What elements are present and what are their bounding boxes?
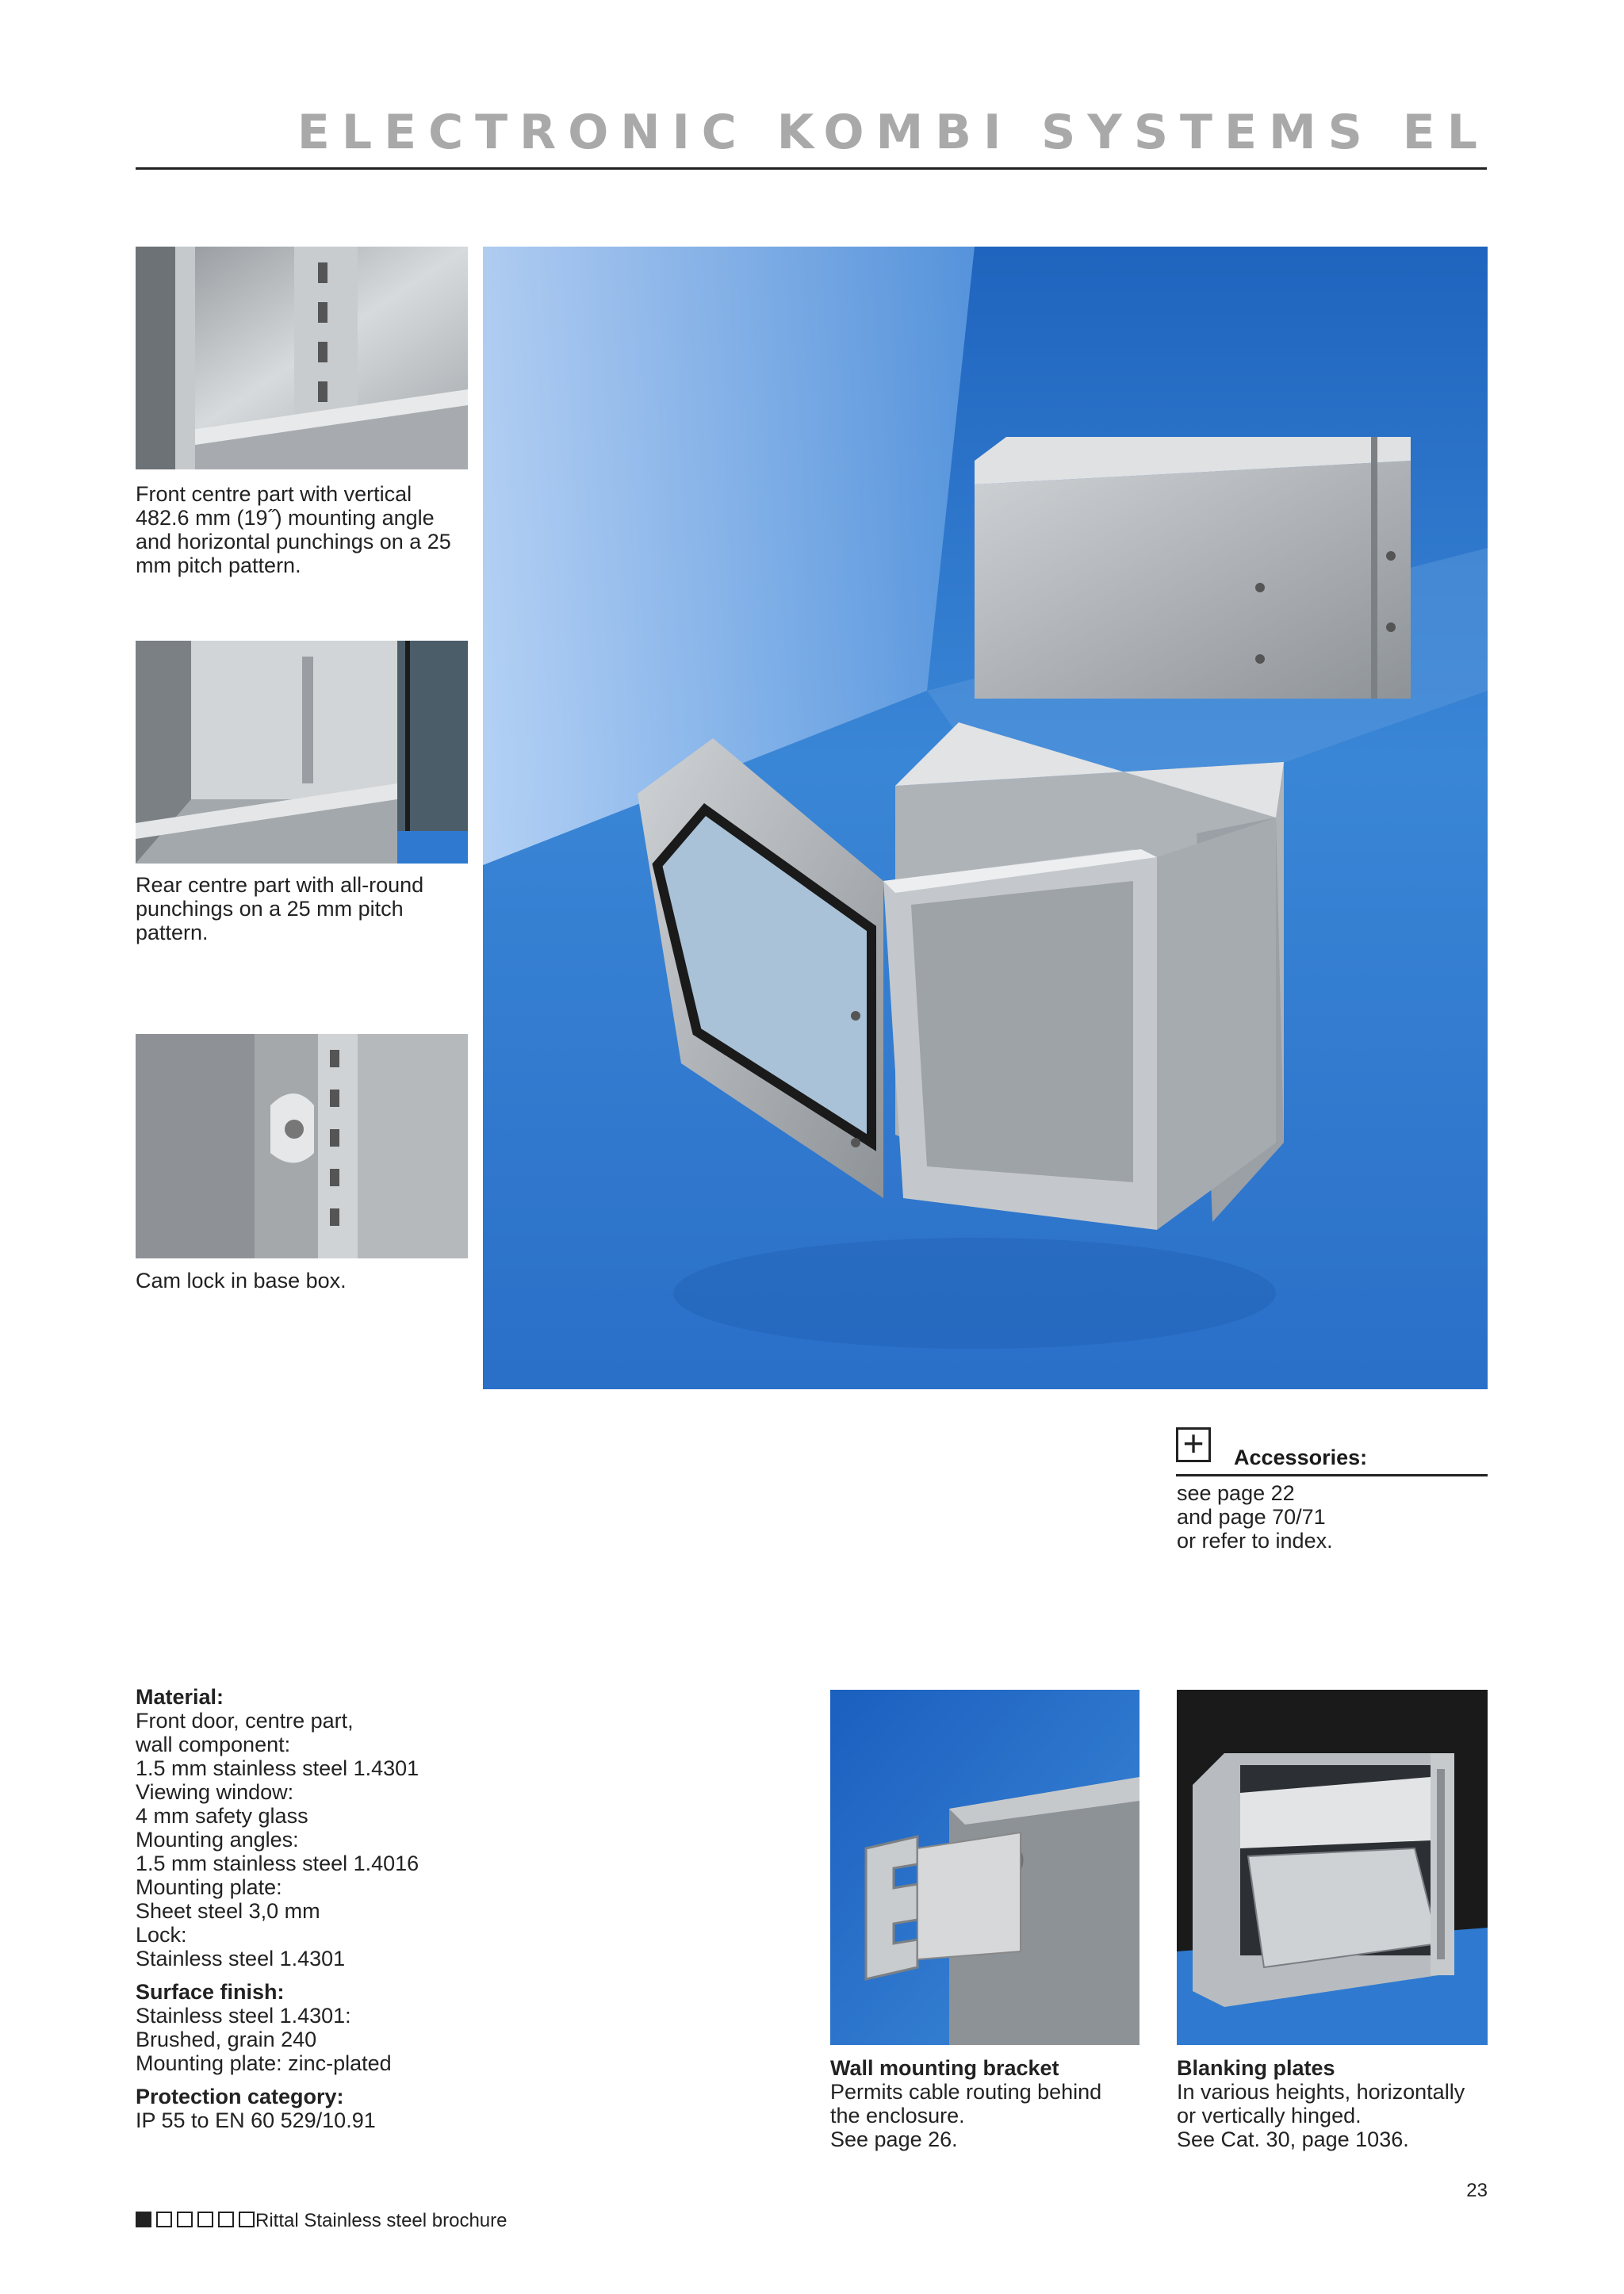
surface-finish-line: Mounting plate: zinc-plated: [136, 2051, 392, 2075]
surface-finish-label: Surface finish:: [136, 1980, 285, 2004]
accessories-text: [1177, 1481, 1333, 1553]
material-line: Viewing window:: [136, 1780, 294, 1804]
caption-cam-lock: Cam lock in base box.: [136, 1269, 347, 1293]
photo-front-centre-part: [136, 247, 468, 469]
page-title: ELECTRONIC KOMBI SYSTEMS EL: [297, 105, 1489, 160]
product-line: See page 26.: [830, 2127, 958, 2151]
product-blanking-plates: [1177, 2056, 1494, 2151]
photo-wall-mounting-bracket: [830, 1690, 1139, 2045]
material-line: 1.5 mm stainless steel 1.4301: [136, 1756, 419, 1780]
material-line: 4 mm safety glass: [136, 1804, 308, 1828]
protection-category-line: IP 55 to EN 60 529/10.91: [136, 2108, 376, 2132]
protection-category-label: Protection category:: [136, 2085, 344, 2108]
accessories-title: Accessories:: [1234, 1446, 1368, 1469]
main-enclosure-photo: [483, 247, 1488, 1389]
accessories-line: see page 22: [1177, 1481, 1295, 1505]
product-line: Permits cable routing behind: [830, 2080, 1102, 2104]
empty-square-icon: [156, 2212, 172, 2227]
accessories-line: or refer to index.: [1177, 1529, 1333, 1553]
filled-square-icon: [136, 2212, 151, 2227]
product-title: Wall mounting bracket: [830, 2056, 1059, 2080]
specifications-block: [136, 1685, 548, 2132]
empty-square-icon: [197, 2212, 213, 2227]
product-line: or vertically hinged.: [1177, 2104, 1362, 2127]
product-line: In various heights, horizontally: [1177, 2080, 1465, 2104]
material-line: 1.5 mm stainless steel 1.4016: [136, 1852, 419, 1875]
header-rule: [136, 167, 1487, 170]
material-line: Stainless steel 1.4301: [136, 1947, 346, 1970]
product-title: Blanking plates: [1177, 2056, 1335, 2080]
material-line: Mounting plate:: [136, 1875, 282, 1899]
footer-brochure-markers: [136, 2212, 259, 2230]
product-line: the enclosure.: [830, 2104, 965, 2127]
photo-cam-lock: [136, 1034, 468, 1258]
material-label: Material:: [136, 1685, 224, 1709]
photo-blanking-plates: [1177, 1690, 1488, 2045]
material-line: Lock:: [136, 1923, 187, 1947]
accessories-rule: [1176, 1474, 1488, 1476]
empty-square-icon: [218, 2212, 234, 2227]
material-line: Front door, centre part,: [136, 1709, 354, 1733]
page-number: 23: [1466, 2180, 1488, 2201]
footer-brochure-title: Rittal Stainless steel brochure: [255, 2210, 508, 2231]
empty-square-icon: [239, 2212, 255, 2227]
caption-rear-centre-part: Rear centre part with all-round punchings on a 25 mm pitch pattern.: [136, 873, 424, 944]
material-line: Mounting angles:: [136, 1828, 299, 1852]
material-line: Sheet steel 3,0 mm: [136, 1899, 320, 1923]
surface-finish-line: Stainless steel 1.4301:: [136, 2004, 351, 2028]
photo-rear-centre-part: [136, 641, 468, 864]
accessories-line: and page 70/71: [1177, 1505, 1326, 1529]
caption-front-centre-part: Front centre part with vertical 482.6 mm (19˝) mounting angle and horizontal punchings on a 25 mm pitch pattern.: [136, 482, 451, 577]
surface-finish-line: Brushed, grain 240: [136, 2028, 317, 2051]
accessories-plus-icon: +: [1176, 1427, 1211, 1462]
product-line: See Cat. 30, page 1036.: [1177, 2127, 1409, 2151]
material-line: wall component:: [136, 1733, 291, 1756]
product-wall-mounting-bracket: [830, 2056, 1147, 2151]
empty-square-icon: [177, 2212, 193, 2227]
